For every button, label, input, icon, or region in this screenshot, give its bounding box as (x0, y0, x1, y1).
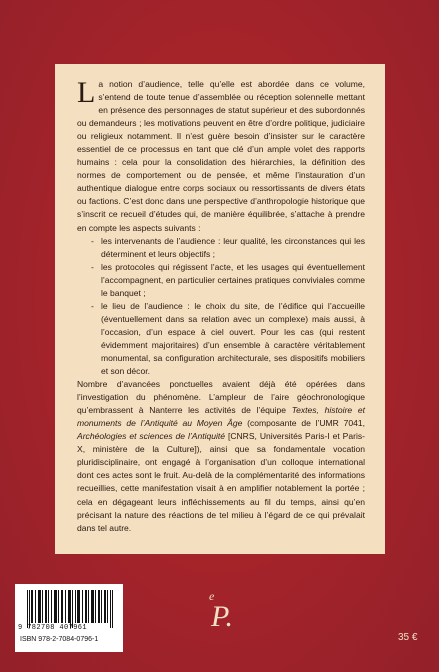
aspect-item: - le lieu de l’audience : le choix du site, de l’édifice qui l’accueille (éventuellement dans sa relation avec un complexe) mais aussi, à l’occasion, d’un espace à ciel ouvert. Pour les cas (qui restent évidemment majoritaires) d’un ensemble à caractère véritablement monumental, sa configuration architecturale, ses dispositifs mobiliers et son décor. (87, 300, 365, 378)
logo-main-letter: P. (211, 600, 233, 630)
p2-text-c: [CNRS, Universités Paris-I et Paris-X, ministère de la Culture]), ainsi que sa fondamentale vocation pluridisciplinaire, ont engagé à l’organisation d’un colloque international dont ces actes sont le fruit. Au-delà de la complémentarité des informations recueillies, cette manifestation visait à en amplifier notablement la portée ; cela en dégageant leurs infléchissements au fil du temps, ainsi qu’en précisant la nature des réactions de tel milieu à l’égard de ce qui prévalait dans tel autre. (77, 431, 365, 533)
logo-top-letter: e (209, 589, 215, 603)
team-name: Textes, histoire et monuments de l’Antiquité au Moyen Âge (77, 405, 365, 429)
p2-text-a: Nombre d’avancées ponctuelles avaient déjà été opérées dans l’investigation du phénomène. L’ampleur de l’aire géochronologique qu’embrassent à Nanterre les activités de l’équipe (77, 379, 365, 416)
blurb-panel (55, 64, 385, 554)
publisher-logo-icon (205, 588, 245, 630)
intro-text: a notion d’audience, telle qu’elle est abordée dans ce volume, s’entend de toute tenue d’assemblée ou réception solennelle mettant en présence des personnages de statut supérieur et des subordonnés ou demandeurs ; les motivations peuvent en être d’ordre politique, judiciaire ou religieux notamment. Il n’est guère besoin d’insister sur le caractère essentiel de ce processus en tant que clé d’un ample volet des rapports humains : cela pour la consolidation des hiérarchies, la définition des normes de comportement ou de pensée, et même l’instauration d’un authentique dialogue entre corps sociaux ou ressortissants de divers états ou factions. C’est donc dans une perspective d’anthropologie historique que s’inscrit ce recueil d’études qui, de manière équilibrée, s’attache à prendre en compte les aspects suivants : (77, 79, 365, 233)
barcode-label (15, 584, 123, 652)
barcode-bars (27, 590, 115, 628)
umr-name: Archéologies et sciences de l’Antiquité (77, 431, 226, 442)
p2-text-b: (composante de l’UMR 7041, (242, 418, 365, 429)
isbn-text: ISBN 978-2-7084-0796-1 (20, 636, 99, 643)
intro-paragraph (77, 78, 365, 235)
second-paragraph (77, 378, 365, 535)
aspects-list (77, 235, 365, 379)
price-tag: 35 € (398, 632, 418, 643)
barcode-digits: 9 782708 407961 (18, 624, 88, 632)
aspect-item: - les intervenants de l’audience : leur qualité, les circonstances qui les déterminent et leurs objectifs ; (87, 235, 365, 261)
drop-cap: L (77, 76, 96, 109)
aspect-item: - les protocoles qui régissent l’acte, et les usages qui éventuellement l’accompagnent, en particulier certaines pratiques conviviales comme le banquet ; (87, 261, 365, 300)
